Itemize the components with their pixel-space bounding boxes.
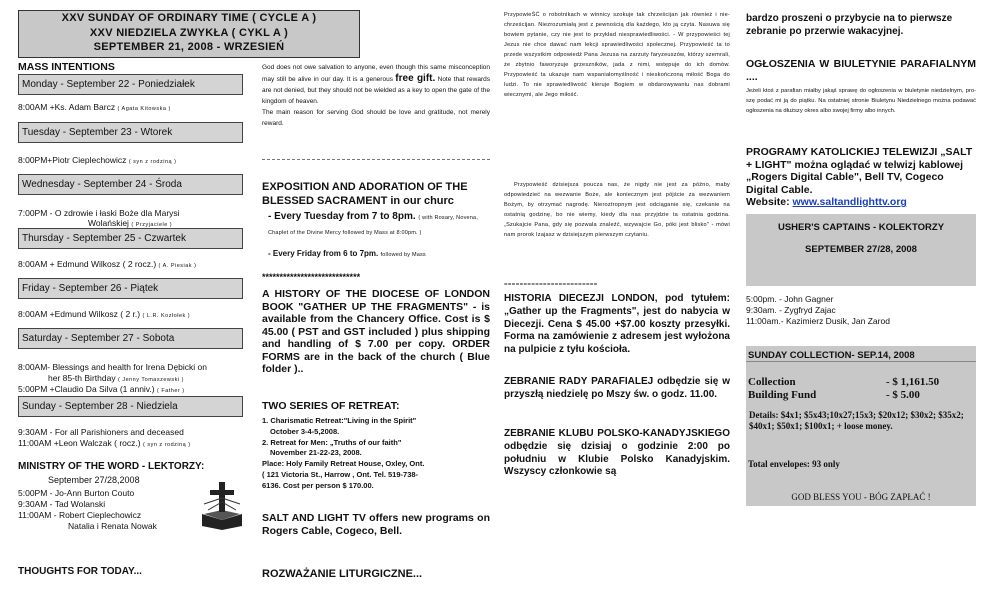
ogloszenia-title: OGŁOSZENIA W BIULETYNIE PARAFIALNYM .... bbox=[746, 58, 976, 83]
intention-line: 8:00AM +Edmund Wilkosz ( 2 r.) ( L.R. Kozłołek ) bbox=[18, 309, 191, 319]
salt-light-paragraph: SALT AND LIGHT TV offers new programs on Rogers Cable, Cogeco, Bell. bbox=[262, 512, 490, 537]
intention-line: 8:00AM + Edmund Wilkosz ( 2 rocz.) ( A. Piesiak ) bbox=[18, 259, 197, 269]
column-reflection bbox=[504, 0, 730, 602]
collection-divider bbox=[746, 361, 976, 362]
historia-paragraph: HISTORIA DIECEZJI LONDON, pod tytułem: „Gather up the Fragments", jest do nabycia w Diecezji. Cena $ 45.00 +$7.00 koszty przesyłki. Forma na zamówienie z adresem jest wyłożona na pulpicie z tyłu kościoła. bbox=[504, 293, 730, 356]
ministry-line: 9:30AM - Tad Wolanski bbox=[18, 499, 106, 509]
ministry-title: MINISTRY OF THE WORD - LEKTORZY: bbox=[18, 461, 205, 472]
exposition-title: EXPOSITION AND ADORATION OF THE BLESSED SACRAMENT in our churc bbox=[262, 181, 468, 207]
tv-programs-paragraph: PROGRAMY KATOLICKIEJ TELEWIZJI „SALT + LIGHT" można oglądać w telwizj kablowej „Rogers Digital Cable", Bell TV, Cogeco Digital Cable. bbox=[746, 146, 973, 196]
stars-divider: **************************** bbox=[262, 272, 361, 282]
day-friday: Friday - September 26 - Piątek bbox=[18, 278, 243, 299]
dashed-divider bbox=[262, 159, 490, 160]
intention-line: 8:00PM+Piotr Cieplechowicz ( syn z rodziną ) bbox=[18, 155, 177, 165]
website-line: Website: www.saltandlighttv.org bbox=[746, 196, 907, 208]
intention-line: 8:00AM- Blessings and health for Irena Dębicki on bbox=[18, 362, 207, 372]
collection-details: Details: $4x1; $5x43;10x27;15x3; $20x12; $30x2; $35x2; $40x1; $50x1; $100x1; + loose money. bbox=[749, 410, 964, 431]
collection-title: SUNDAY COLLECTION- SEP.14, 2008 bbox=[748, 350, 915, 361]
ushers-title: USHER'S CAPTAINS - KOLEKTORZY bbox=[777, 222, 945, 233]
ushers-list: 5:00pm. - John Gagner 9:30am. - Zygfryd Zajac 11:00am.- Kazimierz Dusik, Jan Zarod bbox=[746, 294, 890, 326]
intention-line: 9:30AM - For all Parishioners and deceased bbox=[18, 427, 184, 437]
salvation-paragraph: God does not owe salvation to anyone, even though this same misconception may still be alive in our day. It is a generous free gift. Note that rewards are not denied, but they should not be wielded as a key to open the gate of the kingdom of heaven. The main reason for serving God should be love and gratitude, not merely reward. bbox=[262, 64, 490, 127]
equals-divider: ======================== bbox=[504, 282, 598, 288]
collection-row: Collection - $ 1,161.50 bbox=[748, 376, 940, 388]
day-wednesday: Wednesday - September 24 - Środa bbox=[18, 174, 243, 195]
day-sunday: Sunday - September 28 - Niedziela bbox=[18, 396, 243, 417]
header-line-3: SEPTEMBER 21, 2008 - WRZESIEŃ bbox=[93, 41, 285, 53]
ministry-line: 11:00AM - Robert Cieplechowicz bbox=[18, 510, 142, 520]
intention-line: 11:00AM +Leon Walczak ( rocz.) ( syn z rodziną ) bbox=[18, 438, 191, 448]
intention-line: 7:00PM - O zdrowie i łaski Boże dla Marysi bbox=[18, 208, 180, 218]
god-bless-you: GOD BLESS YOU - BÓG ZAPŁAĆ ! bbox=[791, 492, 931, 502]
ministry-line: 5:00PM - Jo-Ann Burton Couto bbox=[18, 488, 135, 498]
mass-intentions-title: MASS INTENTIONS bbox=[18, 61, 115, 73]
open-bible-cross-icon bbox=[198, 480, 246, 530]
klub-paragraph: ZEBRANIE KLUBU POLSKO-KANADYJSKIEGO odbędzie się dzisiaj o godzinie 2:00 po południu w Klubie Polsko Kanadyjskim. Wszyscy członkowie są bbox=[504, 428, 730, 478]
thoughts-title: THOUGHTS FOR TODAY... bbox=[18, 566, 142, 577]
exposition-friday: - Every Friday from 6 to 7pm. followed by Mass bbox=[268, 249, 426, 258]
header-line-2: XXV NIEDZIELA ZWYKŁA ( CYKL A ) bbox=[89, 26, 289, 39]
day-monday: Monday - September 22 - Poniedziałek bbox=[18, 74, 243, 95]
intention-line: 8:00AM +Ks. Adam Barcz ( Agata Kitowska ) bbox=[18, 102, 171, 112]
ministry-date: September 27/28,2008 bbox=[48, 475, 140, 485]
diocese-history-paragraph: A HISTORY OF THE DIOCESE OF LONDON BOOK "GATHER UP THE FRAGMENTS" - is available from the Chancery Office. Cost is $ 45.00 ( PST and GST included ) plus shipping and handling of $ 7.00 per copy. ORDER FORMS are in the back of the church ( Blue folder ).. bbox=[262, 288, 490, 375]
rada-paragraph: ZEBRANIE RADY PARAFIALEJ odbędzie się w przyszłą niedzielę po Mszy św. o godz. 11.00. bbox=[504, 376, 730, 400]
intention-line: Wolańskiej ( Przyjaciele ) bbox=[88, 218, 173, 228]
header-line-1: XXV SUNDAY OF ORDINARY TIME ( CYCLE A ) bbox=[61, 12, 317, 24]
rozwazanie-title: ROZWAŻANIE LITURGICZNE... bbox=[262, 568, 423, 580]
retreat-details: 1. Charismatic Retreat:"Living in the Spirit" October 3-4-5,2008. 2. Retreat for Men: „Truths of our faith" November 21-22-23, 2008. Place: Holy Family Retreat House, Oxley, Ont. ( 121 Victoria St., Harrow , Ont. Tel. 519-738- 6136. Cost per person $ 170.00. bbox=[262, 416, 425, 490]
total-envelopes: Total envelopes: 93 only bbox=[748, 459, 840, 469]
building-fund-row: Building Fund - $ 5.00 bbox=[748, 389, 920, 401]
ministry-line: Natalia i Renata Nowak bbox=[68, 521, 157, 531]
retreat-title: TWO SERIES OF RETREAT: bbox=[262, 400, 400, 412]
ushers-date: SEPTEMBER 27/28, 2008 bbox=[805, 244, 917, 255]
parable-reflection: PrzypowieŚĆ o robotnikach w winnicy szokuje tak chrześcijan jak również i nie-chrześcijan. Niezrozumiałą jest z pewnością dla każdego, kto ją czyta. Nasuwa się bowiem pytanie, czy nie jest to przykład niesprawiedliwości. - W przypowieści tej Jezus nie chce dawać nam lekcji sprawiedliwości społecznej. Przypowieść ta to przede wszystkim odpowiedź Pana Jezusa na zarzuty faryzeuszów, którzy szemrali, że zbytnio faworyzuje grzeszników, jada z nimi, wstępuje do ich domów. Przypowieść ta ukazuje nam wspaniałomyślność i nieskończoną miłość Boga do ludzi. To nie sprawiedliwość kieruje Bogiem w obdarowywaniu nas dobrami wiecznymi, ale Jego miłość. bbox=[504, 12, 730, 98]
exposition-tuesday: - Every Tuesday from 7 to 8pm. ( with Rosary, Novena, Chaplet of the Divine Mercy followed by Mass at 8:00pm. ) bbox=[268, 211, 479, 236]
day-saturday: Saturday - September 27 - Sobota bbox=[18, 328, 243, 349]
column-info bbox=[746, 0, 976, 602]
intention-line: 5:00PM +Claudio Da Silva (1 anniv.) ( Father ) bbox=[18, 384, 185, 394]
column-mass-intentions bbox=[18, 0, 248, 602]
ogloszenia-text: Jeżeli ktoś z parafian miałby jakąś sprawę do ogłoszenia w biuletynie niedzielnym, pro-szę podać mi ją do piątku. Na ostatniej stronie Biuletynu Niedzielnego można podawać ogłoszenia na dłuższy okres albo swojej firmy albo innych. bbox=[746, 88, 976, 114]
website-link[interactable]: www.saltandlighttv.org bbox=[792, 196, 907, 208]
intention-line: her 85-th Birthday ( Jenny Tomaszewski ) bbox=[48, 373, 184, 383]
club-continuation: bardzo proszeni o przybycie na to pierwsze zebranie po przerwie wakacyjnej. bbox=[746, 13, 953, 37]
day-thursday: Thursday - September 25 - Czwartek bbox=[18, 228, 243, 249]
column-announcements bbox=[262, 0, 490, 602]
day-tuesday: Tuesday - September 23 - Wtorek bbox=[18, 122, 243, 143]
parable-reflection-2: Przypowieść dzisiejsza poucza nas, że nigdy nie jest za późno, maby odpowiedzieć na wezwanie Boże, ale koniecznym jest pójście za wezwaniem Bożym, by otrzymać nagrodę. Nieroztropnym jest odciąganie się, czekanie na ostatnią godzinę, bo nie wiemy, kiedy dla nas przyjdzie ta ostatnia godzina. „Szukajcie Pana, gdy się pozwala znaleźć, wzywajcie Go, póki jest blisko" - mówi nam prorok Izajasz w dzisiejszym pierwszym czytaniu. bbox=[504, 182, 730, 238]
